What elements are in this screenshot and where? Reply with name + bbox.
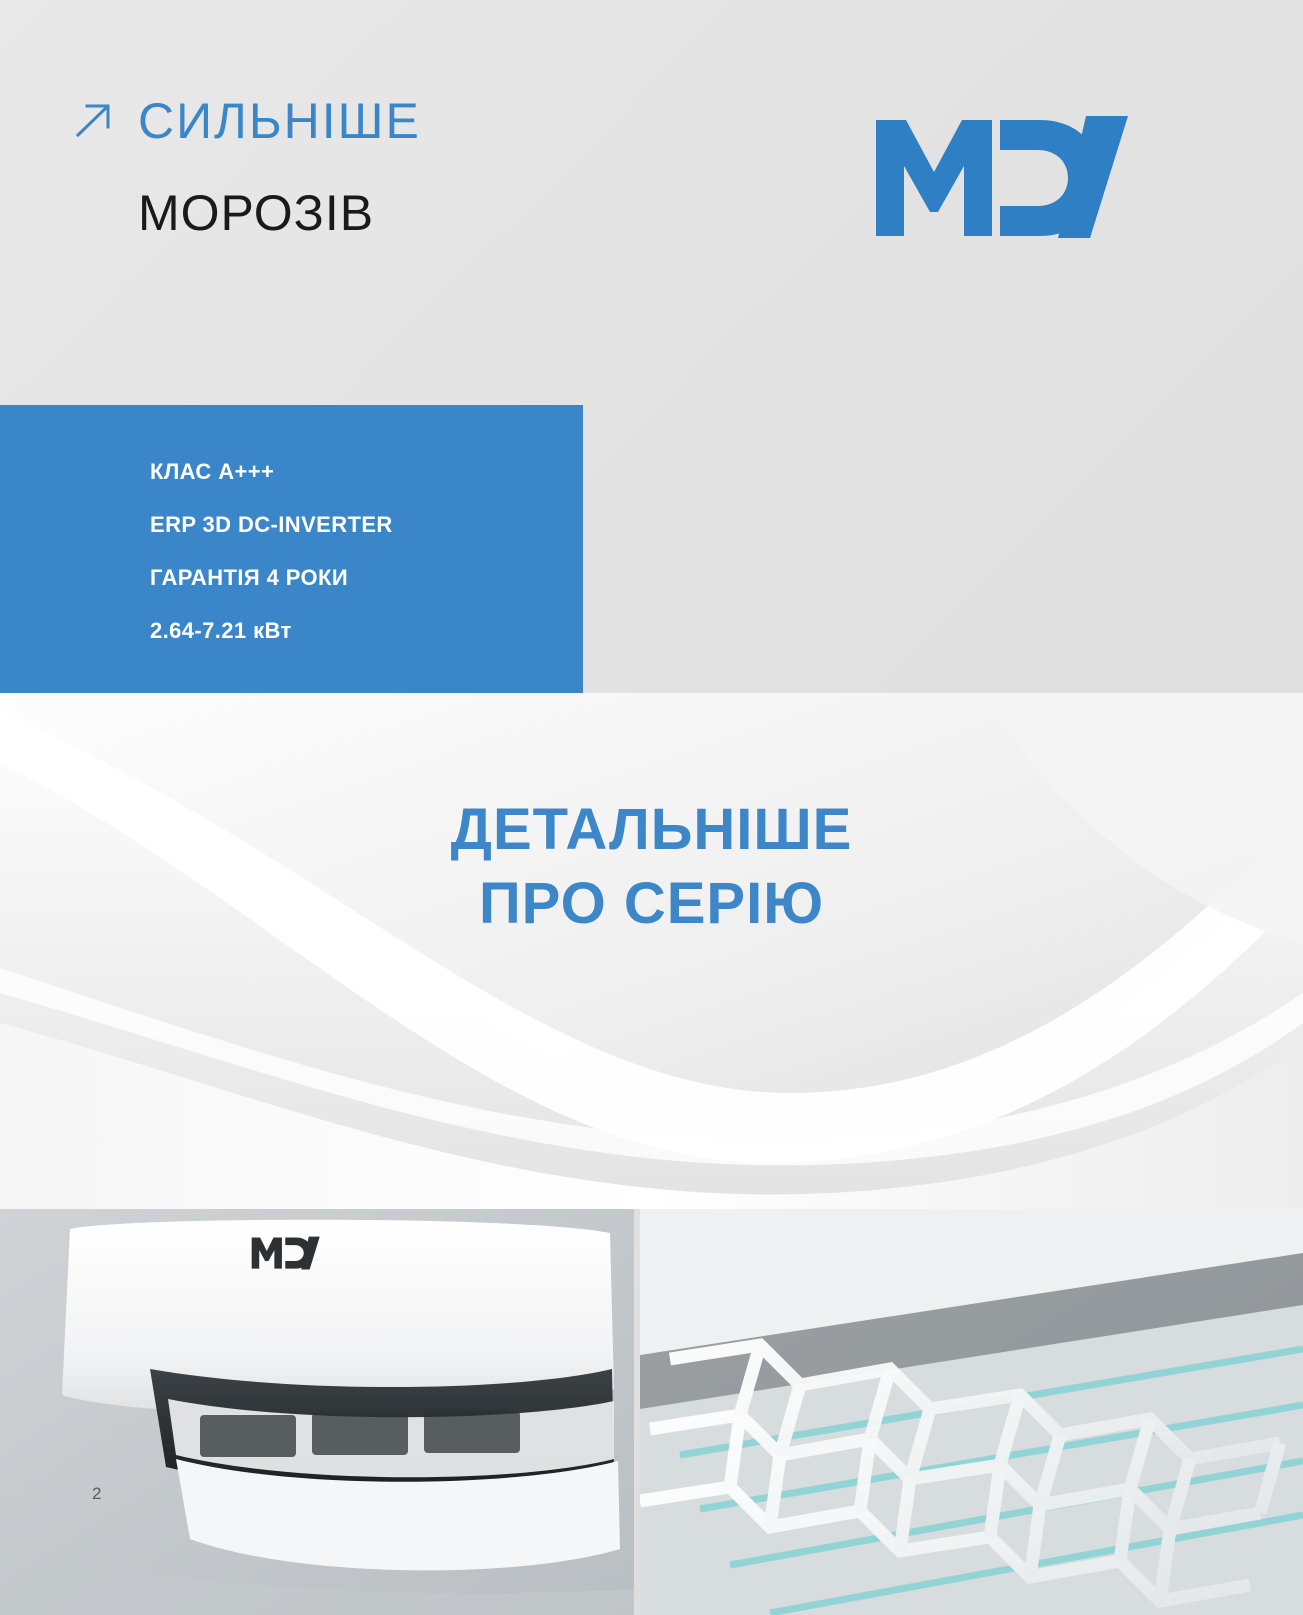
slide-header xyxy=(72,93,1232,276)
arrow-up-right-icon xyxy=(72,99,116,143)
hero-banner xyxy=(0,693,1303,1209)
page-title xyxy=(72,93,421,241)
spec-item: 2.64-7.21 кВт xyxy=(150,618,292,643)
hero-caption-line-2: ПРО СЕРІЮ xyxy=(478,871,825,937)
hero-caption-line-1: ДЕТАЛЬНІШЕ xyxy=(450,797,853,862)
filter-closeup-photo xyxy=(640,1209,1303,1615)
hero-caption xyxy=(0,793,1303,941)
mdv-logo xyxy=(872,106,1142,246)
indoor-unit-photo xyxy=(0,1209,634,1615)
page-number: 2 xyxy=(92,1484,102,1503)
photo-strip xyxy=(0,1209,1303,1615)
title-line-1: СИЛЬНІШЕ xyxy=(138,93,421,149)
title-line-2: МОРОЗІВ xyxy=(138,185,375,241)
spec-item: КЛАС A+++ xyxy=(150,459,275,484)
spec-item: ГАРАНТІЯ 4 РОКИ xyxy=(150,565,349,590)
swoosh-graphic xyxy=(0,693,1303,1209)
spec-box xyxy=(0,405,583,693)
spec-item: ERP 3D DC-INVERTER xyxy=(150,512,393,537)
